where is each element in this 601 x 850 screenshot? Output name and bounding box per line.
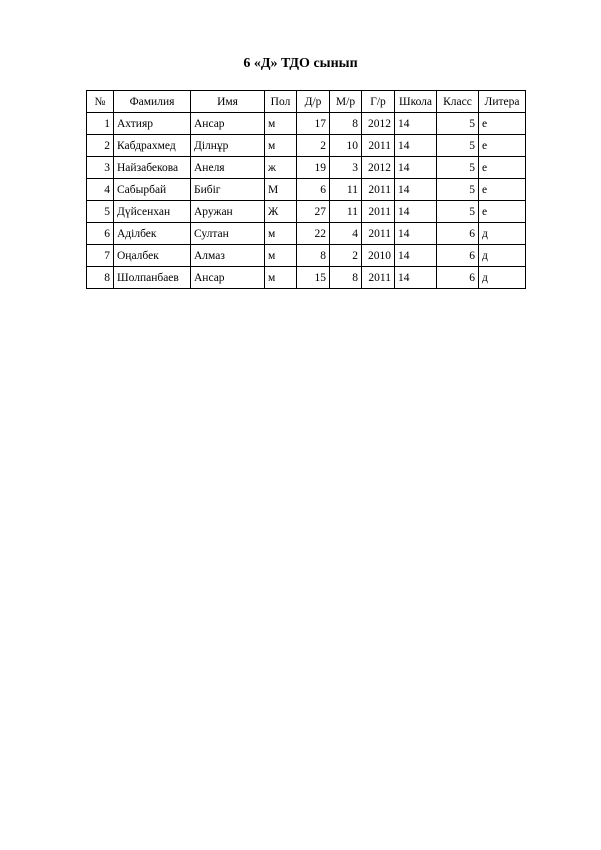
cell-number: 7 [87,245,114,267]
cell-birth-day: 22 [297,223,330,245]
header-name: Имя [191,91,265,113]
cell-gender: м [265,245,297,267]
cell-grade: 6 [437,267,479,289]
cell-school: 14 [395,157,437,179]
table-header-row [87,91,526,113]
cell-gender: ж [265,157,297,179]
cell-gender: м [265,223,297,245]
cell-school: 14 [395,135,437,157]
cell-gender: Ж [265,201,297,223]
cell-surname: Сабырбай [114,179,191,201]
cell-name: Бибіг [191,179,265,201]
cell-surname: Найзабекова [114,157,191,179]
cell-school: 14 [395,245,437,267]
cell-birth-day: 15 [297,267,330,289]
header-number: № [87,91,114,113]
cell-birth-day: 8 [297,245,330,267]
cell-letter: д [479,267,526,289]
cell-name: Ансар [191,267,265,289]
header-grade: Класс [437,91,479,113]
header-surname: Фамилия [114,91,191,113]
cell-letter: е [479,157,526,179]
cell-letter: е [479,113,526,135]
cell-letter: д [479,245,526,267]
cell-gender: м [265,135,297,157]
cell-birth-month: 10 [330,135,362,157]
document-title: 6 «Д» ТДО сынып [243,56,358,71]
cell-letter: е [479,135,526,157]
table-body [87,113,526,289]
cell-grade: 6 [437,223,479,245]
cell-birth-year: 2010 [362,245,395,267]
table-row [87,113,526,135]
header-letter: Литера [479,91,526,113]
cell-number: 3 [87,157,114,179]
cell-school: 14 [395,267,437,289]
cell-school: 14 [395,201,437,223]
cell-grade: 5 [437,201,479,223]
cell-birth-month: 2 [330,245,362,267]
cell-birth-month: 11 [330,179,362,201]
header-school: Школа [395,91,437,113]
cell-letter: д [479,223,526,245]
cell-letter: е [479,201,526,223]
cell-number: 5 [87,201,114,223]
cell-surname: Аділбек [114,223,191,245]
cell-name: Ансар [191,113,265,135]
cell-birth-year: 2011 [362,135,395,157]
cell-school: 14 [395,223,437,245]
cell-surname: Ахтияр [114,113,191,135]
table-row [87,135,526,157]
cell-surname: Кабдрахмед [114,135,191,157]
table-row [87,179,526,201]
cell-birth-year: 2011 [362,179,395,201]
cell-letter: е [479,179,526,201]
cell-birth-day: 27 [297,201,330,223]
cell-birth-month: 4 [330,223,362,245]
cell-number: 4 [87,179,114,201]
cell-number: 8 [87,267,114,289]
table-row [87,201,526,223]
cell-gender: м [265,267,297,289]
cell-number: 2 [87,135,114,157]
cell-birth-month: 3 [330,157,362,179]
cell-birth-day: 6 [297,179,330,201]
table-row [87,267,526,289]
cell-school: 14 [395,113,437,135]
cell-grade: 5 [437,113,479,135]
student-table [86,90,526,289]
cell-birth-year: 2011 [362,201,395,223]
cell-grade: 5 [437,135,479,157]
cell-birth-month: 11 [330,201,362,223]
cell-birth-month: 8 [330,267,362,289]
cell-birth-year: 2012 [362,157,395,179]
cell-name: Аружан [191,201,265,223]
cell-name: Алмаз [191,245,265,267]
table-row [87,245,526,267]
cell-gender: М [265,179,297,201]
header-gender: Пол [265,91,297,113]
cell-birth-day: 19 [297,157,330,179]
cell-number: 6 [87,223,114,245]
header-birth-month: М/р [330,91,362,113]
cell-birth-year: 2011 [362,223,395,245]
table-row [87,157,526,179]
cell-birth-month: 8 [330,113,362,135]
cell-name: Ділнұр [191,135,265,157]
cell-surname: Оңалбек [114,245,191,267]
cell-birth-year: 2012 [362,113,395,135]
cell-grade: 5 [437,179,479,201]
cell-number: 1 [87,113,114,135]
cell-birth-year: 2011 [362,267,395,289]
cell-birth-day: 17 [297,113,330,135]
cell-school: 14 [395,179,437,201]
cell-grade: 6 [437,245,479,267]
cell-grade: 5 [437,157,479,179]
cell-surname: Шолпанбаев [114,267,191,289]
cell-surname: Дүйсенхан [114,201,191,223]
header-birth-year: Г/р [362,91,395,113]
table-row [87,223,526,245]
cell-name: Анеля [191,157,265,179]
cell-birth-day: 2 [297,135,330,157]
cell-gender: м [265,113,297,135]
header-birth-day: Д/р [297,91,330,113]
cell-name: Султан [191,223,265,245]
